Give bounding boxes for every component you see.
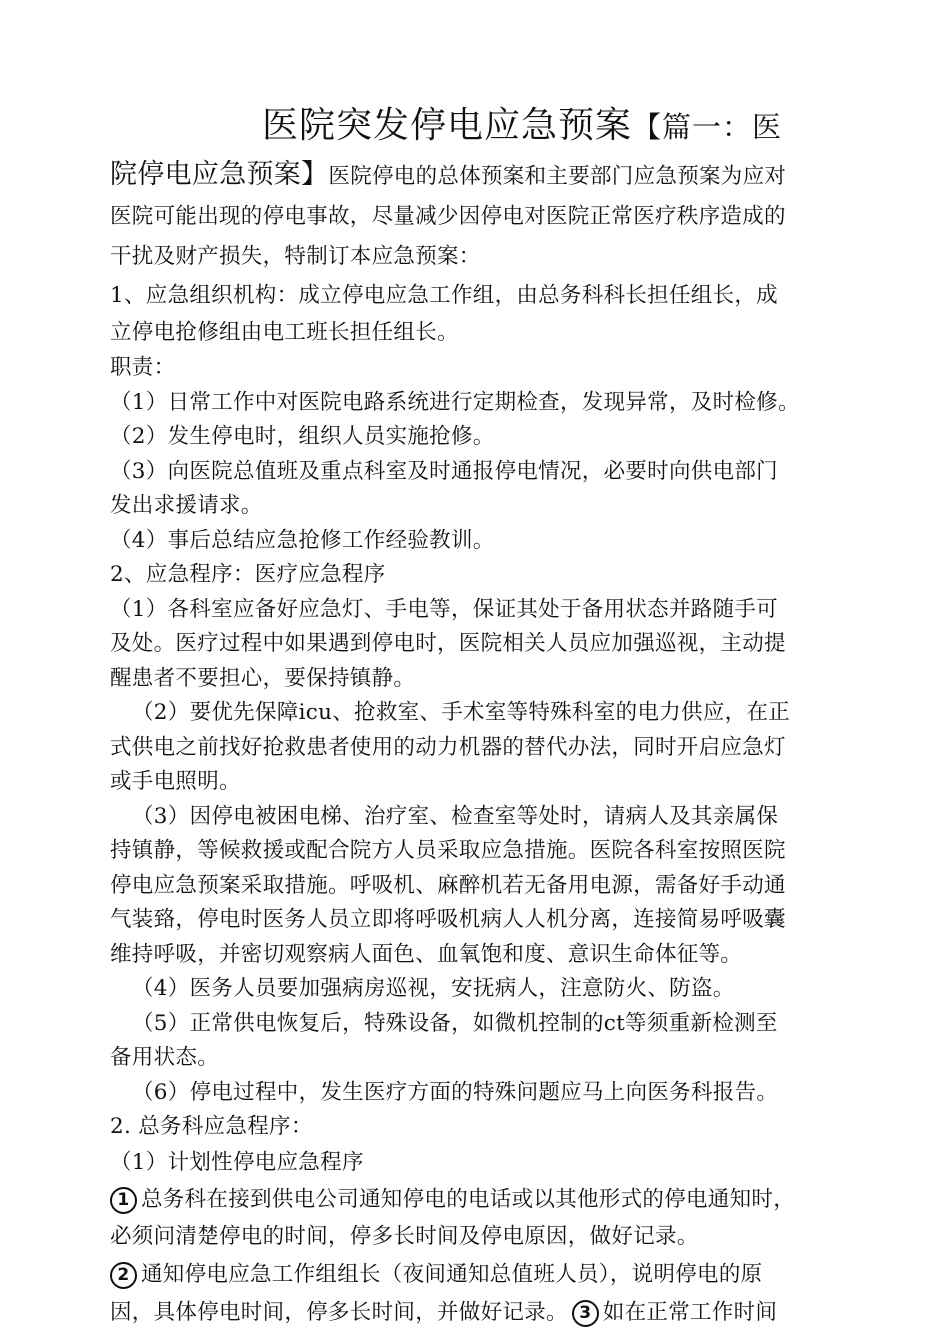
step-3-text-start: 如在正常工作时间	[602, 1299, 778, 1325]
lead-paragraph	[110, 155, 846, 197]
document-title	[110, 98, 846, 155]
step-2-text: 通知停电应急工作组组长（夜间通知总值班人员），说明停电的原	[141, 1261, 763, 1287]
duties-label: 职责：	[110, 355, 176, 380]
medical-item-2-line-2: 式供电之前找好抢救患者使用的动力机器的替代办法，同时开启应急灯	[110, 734, 786, 760]
section3-heading: 2. 总务科应急程序：	[110, 1114, 313, 1139]
medical-item-1-line-2: 及处。医疗过程中如果遇到停电时，医院相关人员应加强巡视，主动提	[110, 631, 786, 656]
duty-item-4: （4）事后总结应急抢修工作经验教训。	[110, 527, 495, 553]
duty-item-2: （2）发生停电时，组织人员实施抢修。	[110, 424, 495, 449]
document-body	[110, 98, 846, 1331]
section2-heading: 2、应急程序：医疗应急程序	[110, 562, 386, 587]
step-number-2: 2	[110, 1262, 137, 1289]
lead-title-end: 院停电应急预案】	[110, 159, 329, 190]
medical-item-1-line-1: （1）各科室应备好应急灯、手电等，保证其处于备用状态并路随手可	[110, 596, 778, 622]
medical-item-3-line-3: 停电应急预案采取措施。呼吸机、麻醉机若无备用电源，需备好手动通	[110, 872, 786, 898]
intro-line-2: 干扰及财产损失，特制订本应急预案：	[110, 244, 481, 269]
step-number-3: 3	[572, 1300, 599, 1327]
medical-item-3-line-2: 持镇静，等候救援或配合院方人员采取应急措施。医院各科室按照医院	[110, 838, 786, 863]
section1-heading-1: 1、应急组织机构：成立停电应急工作组，由总务科科长担任组长，成	[110, 283, 778, 308]
medical-item-4: （4）医务人员要加强病房巡视，安抚病人，注意防火、防盗。	[132, 976, 735, 1001]
duty-item-3-line-2: 发出求援请求。	[110, 493, 263, 518]
medical-item-5-line-1: （5）正常供电恢复后，特殊设备，如微机控制的ct等须重新检测至	[132, 1010, 778, 1036]
medical-item-5-line-2: 备用状态。	[110, 1045, 220, 1070]
title-main: 医院突发停电应急预案	[262, 105, 633, 146]
medical-item-3-line-4: 气装臵，停电时医务人员立即将呼吸机病人人机分离，连接简易呼吸囊	[110, 907, 786, 932]
step-2-line-1	[110, 1255, 846, 1295]
section3-sub-heading: （1）计划性停电应急程序	[110, 1149, 364, 1175]
section1-heading-2: 立停电抢修组由电工班长担任组长。	[110, 320, 459, 345]
medical-item-2-line-1: （2）要优先保障icu、抢救室、手术室等特殊科室的电力供应，在正	[132, 700, 791, 725]
step-1-text: 总务科在接到供电公司通知停电的电话或以其他形式的停电通知时，	[141, 1186, 796, 1212]
duty-item-1: （1）日常工作中对医院电路系统进行定期检查，发现异常，及时检修。	[110, 389, 800, 415]
medical-item-3-line-1: （3）因停电被困电梯、治疗室、检查室等处时，请病人及其亲属保	[132, 803, 779, 829]
step-number-1: 1	[110, 1187, 137, 1214]
step-2-text-end: 因，具体停电时间，停多长时间，并做好记录。	[110, 1299, 568, 1325]
medical-item-1-line-3: 醒患者不要担心，要保持镇静。	[110, 665, 416, 691]
step-2-line-2	[110, 1295, 846, 1331]
step-1-line-2: 必须问清楚停电的时间，停多长时间及停电原因，做好记录。	[110, 1223, 699, 1249]
duty-item-3-line-1: （3）向医院总值班及重点科室及时通报停电情况，必要时向供电部门	[110, 458, 778, 484]
medical-item-3-line-5: 维持呼吸，并密切观察病人面色、血氧饱和度、意识生命体征等。	[110, 941, 743, 967]
lead-rest: 医院停电的总体预案和主要部门应急预案为应对	[328, 164, 787, 189]
intro-line-1: 医院可能出现的停电事故，尽量减少因停电对医院正常医疗秩序造成的	[110, 204, 786, 229]
step-1-line-1	[110, 1181, 846, 1219]
medical-item-6: （6）停电过程中，发生医疗方面的特殊问题应马上向医务科报告。	[132, 1079, 779, 1105]
title-sub: 【篇一：医	[632, 110, 783, 144]
medical-item-2-line-3: 或手电照明。	[110, 769, 241, 794]
